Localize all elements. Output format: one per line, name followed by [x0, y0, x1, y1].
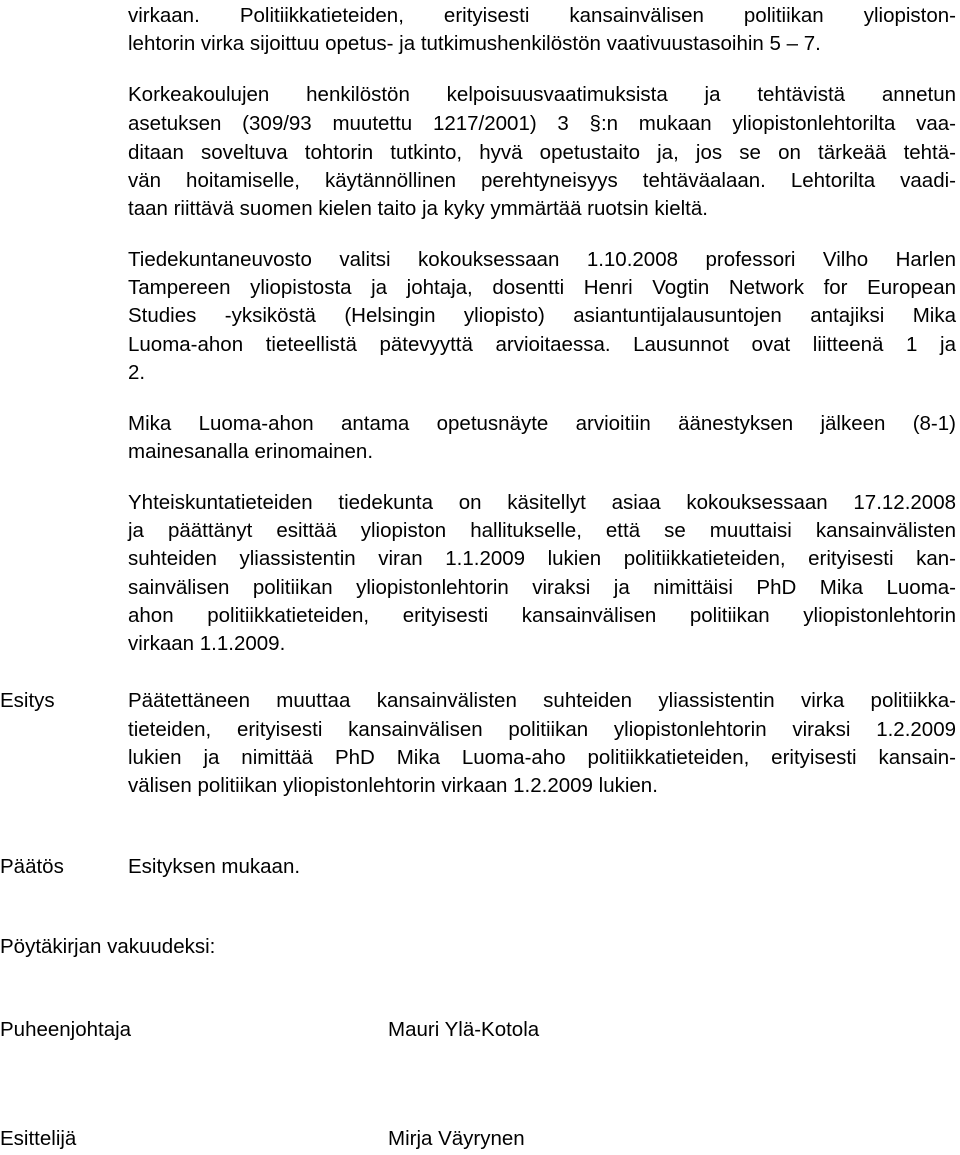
text-line: virkaan. Politiikkatieteiden, erityisesti kansainvälisen politiikan yliopiston-	[128, 4, 956, 27]
paatos-text: Esityksen mukaan.	[128, 855, 301, 878]
text-line: 2.	[128, 361, 146, 384]
paatos-label: Päätös	[0, 855, 64, 878]
signature-role: Puheenjohtaja	[0, 1018, 132, 1041]
text-line: mainesanalla erinomainen.	[128, 440, 374, 463]
text-line: ja päättänyt esittää yliopiston hallitukselle, että se muuttaisi kansainvälisten	[128, 519, 956, 542]
esitys-label: Esitys	[0, 689, 55, 712]
signature-role: Esittelijä	[0, 1127, 77, 1150]
text-line: lukien ja nimittää PhD Mika Luoma-aho politiikkatieteiden, erityisesti kansain-	[128, 746, 956, 769]
text-line: Tampereen yliopistosta ja johtaja, dosentti Henri Vogtin Network for European	[128, 276, 956, 299]
text-line: lehtorin virka sijoittuu opetus- ja tutkimushenkilöstön vaativuustasoihin 5 – 7.	[128, 32, 821, 55]
text-line: vän hoitamiselle, käytännöllinen perehtyneisyys tehtäväalaan. Lehtorilta vaadi-	[128, 169, 956, 192]
text-line: asetuksen (309/93 muutettu 1217/2001) 3 §:n mukaan yliopistonlehtorilta vaa-	[128, 112, 956, 135]
text-line: Tiedekuntaneuvosto valitsi kokouksessaan 1.10.2008 professori Vilho Harlen	[128, 248, 956, 271]
text-line: taan riittävä suomen kielen taito ja kyky ymmärtää ruotsin kieltä.	[128, 197, 708, 220]
text-line: Yhteiskuntatieteiden tiedekunta on käsitellyt asiaa kokouksessaan 17.12.2008	[128, 491, 956, 514]
vakuudeksi-heading: Pöytäkirjan vakuudeksi:	[0, 935, 216, 958]
text-line: tieteiden, erityisesti kansainvälisen politiikan yliopistonlehtorin viraksi 1.2.2009	[128, 718, 956, 741]
text-line: Studies -yksiköstä (Helsingin yliopisto) asiantuntijalausuntojen antajiksi Mika	[128, 304, 956, 327]
text-line: sainvälisen politiikan yliopistonlehtorin viraksi ja nimittäisi PhD Mika Luoma-	[128, 576, 956, 599]
text-line: välisen politiikan yliopistonlehtorin virkaan 1.2.2009 lukien.	[128, 774, 658, 797]
signature-name: Mauri Ylä-Kotola	[388, 1018, 540, 1041]
signature-name: Mirja Väyrynen	[388, 1127, 525, 1150]
text-line: ahon politiikkatieteiden, erityisesti kansainvälisen politiikan yliopistonlehtorin	[128, 604, 956, 627]
text-line: Korkeakoulujen henkilöstön kelpoisuusvaatimuksista ja tehtävistä annetun	[128, 83, 956, 106]
text-line: suhteiden yliassistentin viran 1.1.2009 lukien politiikkatieteiden, erityisesti kan-	[128, 547, 956, 570]
text-line: ditaan soveltuva tohtorin tutkinto, hyvä opetustaito ja, jos se on tärkeää tehtä-	[128, 141, 956, 164]
text-line: Luoma-ahon tieteellistä pätevyyttä arvioitaessa. Lausunnot ovat liitteenä 1 ja	[128, 333, 956, 356]
text-line: Mika Luoma-ahon antama opetusnäyte arvioitiin äänestyksen jälkeen (8-1)	[128, 412, 956, 435]
text-line: virkaan 1.1.2009.	[128, 632, 286, 655]
text-line: Päätettäneen muuttaa kansainvälisten suhteiden yliassistentin virka politiikka-	[128, 689, 956, 712]
